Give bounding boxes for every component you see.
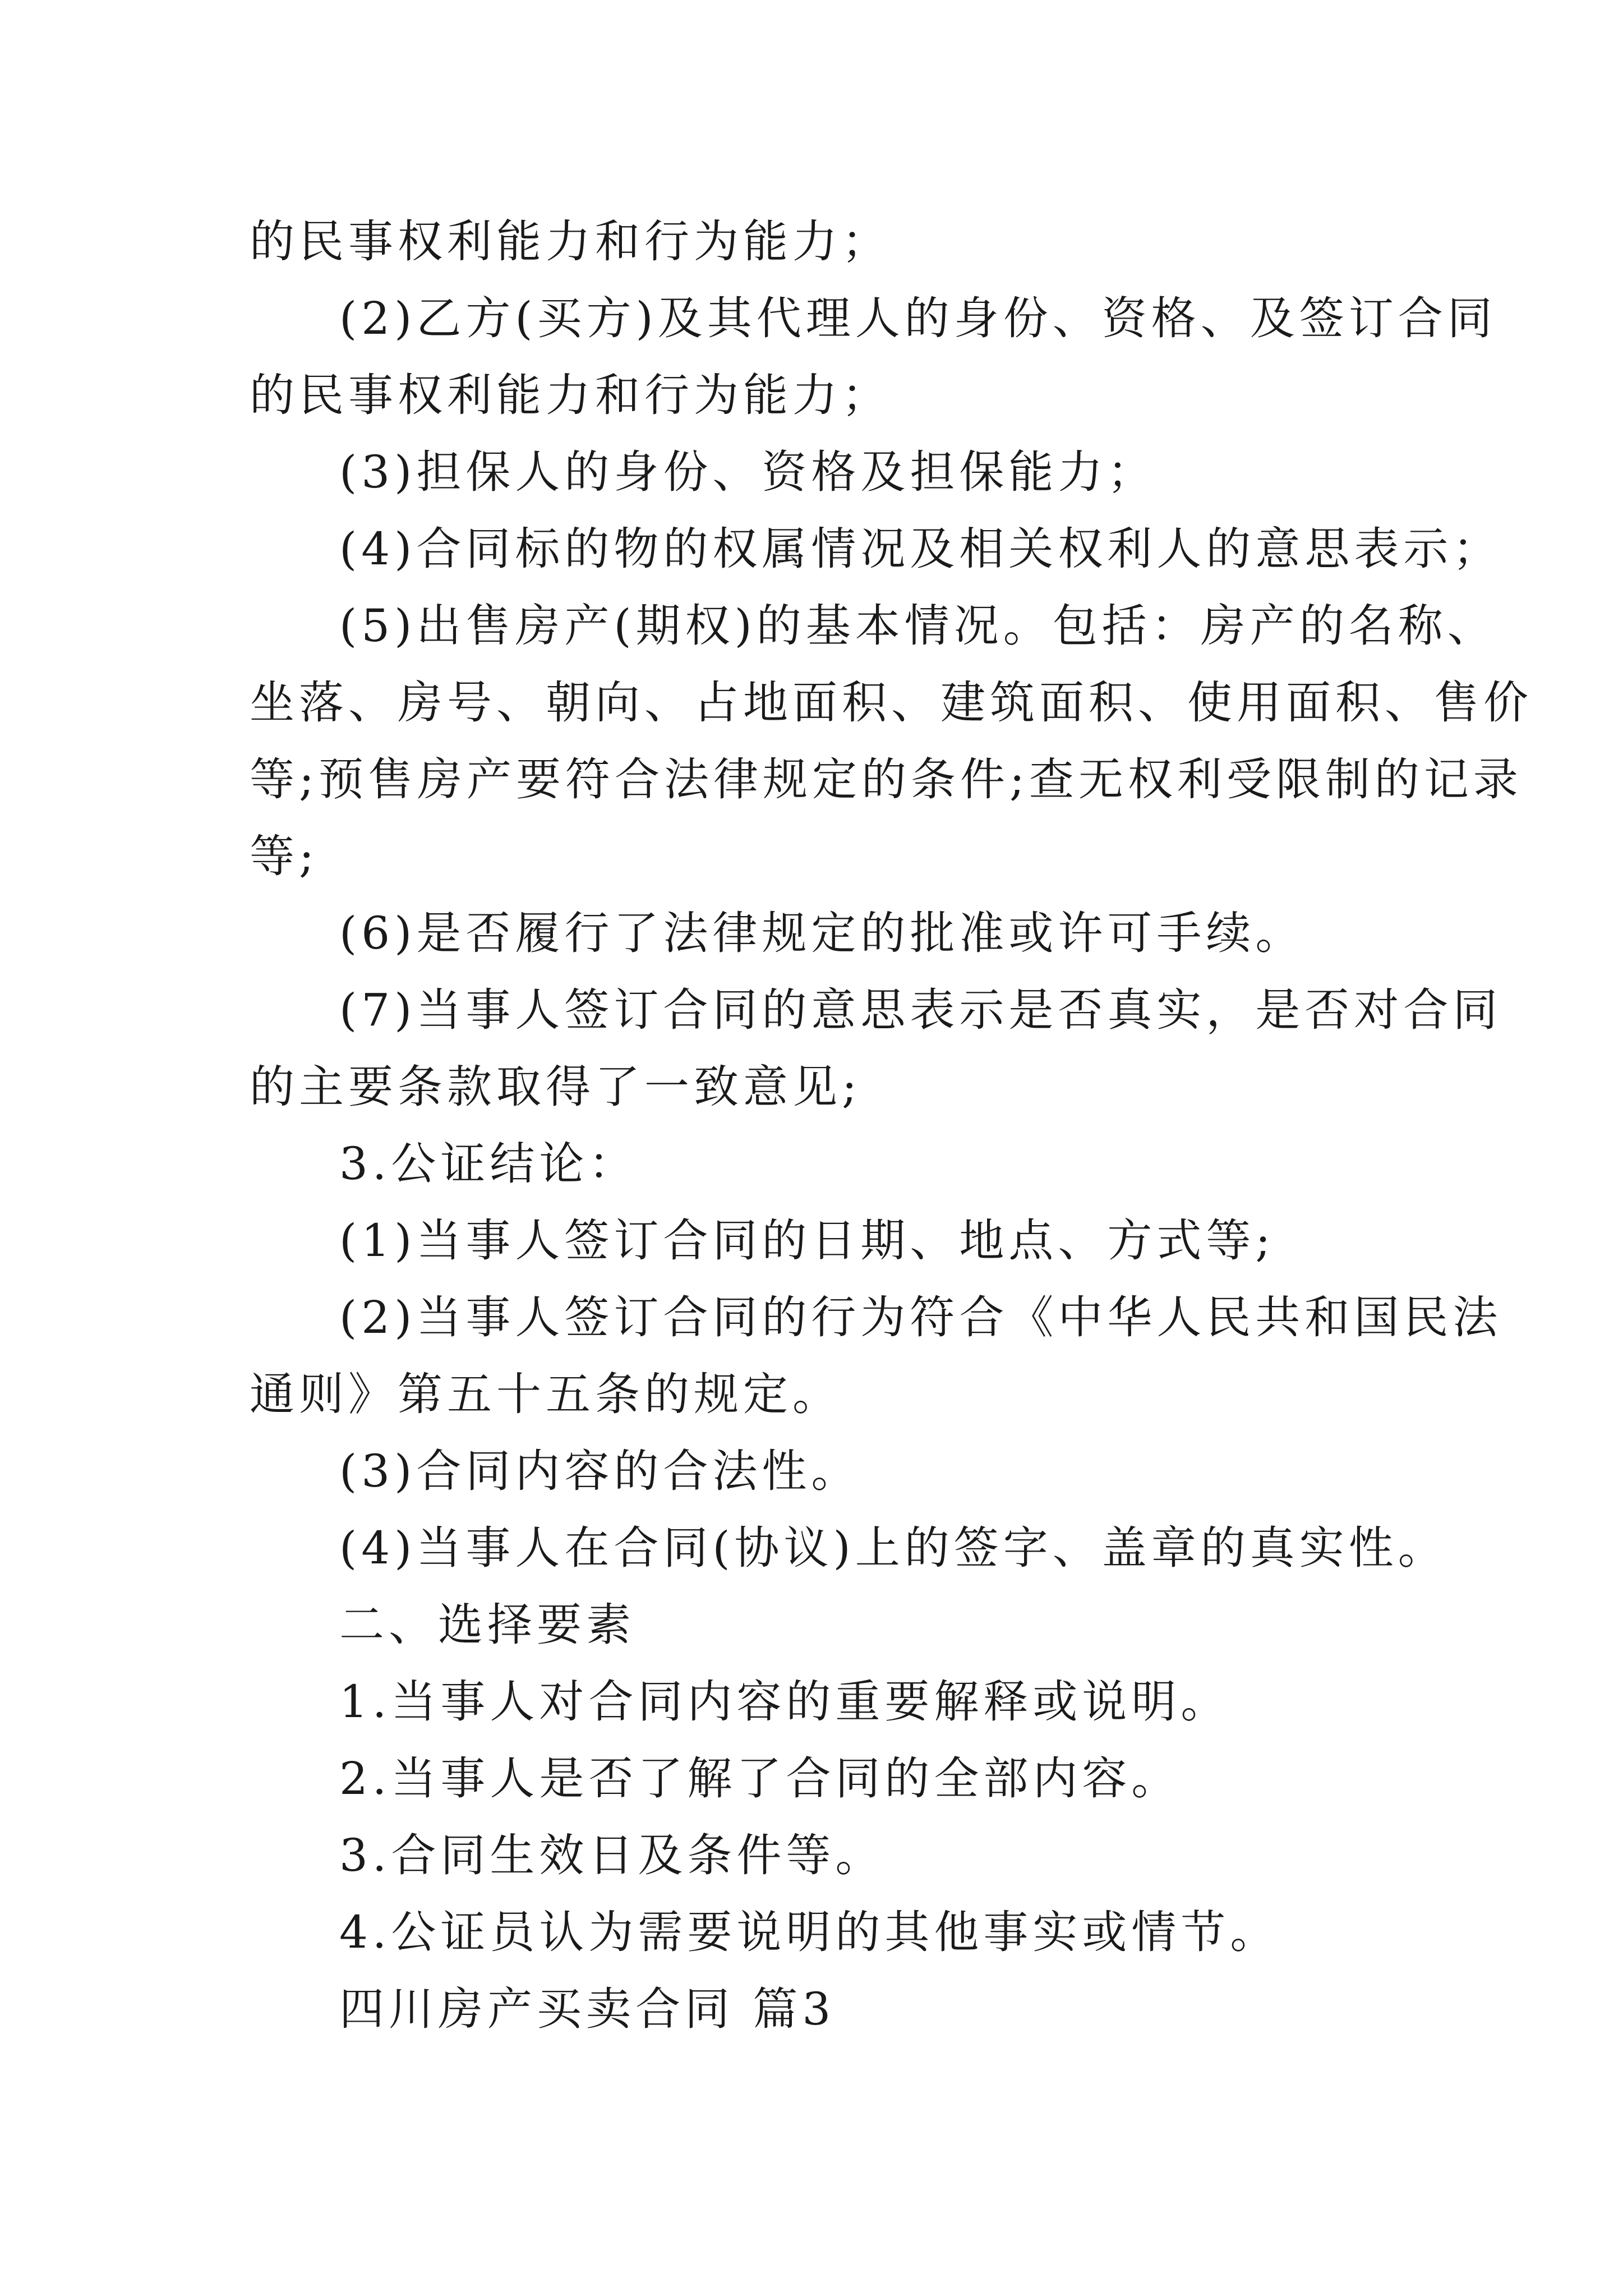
text-line: (1)当事人签订合同的日期、地点、方式等; bbox=[339, 1214, 1275, 1267]
text-line: 的主要条款取得了一致意见; bbox=[250, 1061, 861, 1113]
text-line: 3.公证结论： bbox=[339, 1138, 638, 1190]
text-line: 2.当事人是否了解了合同的全部内容。 bbox=[339, 1752, 1181, 1805]
text-line: 3.合同生效日及条件等。 bbox=[339, 1829, 885, 1881]
text-line: 等; bbox=[250, 830, 319, 882]
text-line: (3)担保人的身份、资格及担保能力； bbox=[339, 446, 1157, 498]
text-line: (7)当事人签订合同的意思表示是否真实，是否对合同 bbox=[339, 984, 1502, 1036]
text-line: 1.当事人对合同内容的重要解释或说明。 bbox=[339, 1676, 1230, 1728]
text-line: 四川房产买卖合同 篇3 bbox=[339, 1983, 836, 2035]
text-line: (2)当事人签订合同的行为符合《中华人民共和国民法 bbox=[339, 1291, 1502, 1343]
text-line: (4)合同标的物的权属情况及相关权利人的意思表示； bbox=[339, 523, 1502, 575]
text-line: 坐落、房号、朝向、占地面积、建筑面积、使用面积、售价 bbox=[250, 677, 1533, 729]
text-line: 等;预售房产要符合法律规定的条件;查无权利受限制的记录 bbox=[250, 753, 1523, 806]
text-line: 4.公证员认为需要说明的其他事实或情节。 bbox=[339, 1906, 1280, 1958]
text-line: 的民事权利能力和行为能力； bbox=[250, 215, 891, 268]
text-line: (5)出售房产(期权)的基本情况。包括：房产的名称、 bbox=[339, 600, 1497, 652]
text-line: (4)当事人在合同(协议)上的签字、盖章的真实性。 bbox=[339, 1522, 1447, 1574]
text-line: (3)合同内容的合法性。 bbox=[339, 1445, 861, 1497]
text-line: 的民事权利能力和行为能力； bbox=[250, 369, 891, 421]
text-line: 通则》第五十五条的规定。 bbox=[250, 1368, 842, 1420]
document-body bbox=[250, 203, 1533, 2047]
text-line: (2)乙方(买方)及其代理人的身份、资格、及签订合同 bbox=[339, 292, 1497, 344]
text-line: 二、选择要素 bbox=[339, 1599, 635, 1651]
text-line: (6)是否履行了法律规定的批准或许可手续。 bbox=[339, 907, 1305, 959]
